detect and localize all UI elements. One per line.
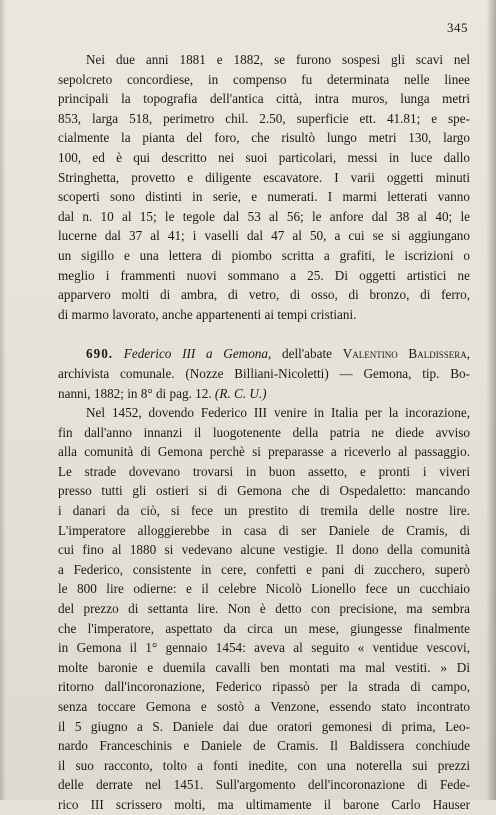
text-line: a Federico, consistente in cere, confetti e pani di zucchero, superò (58, 561, 470, 577)
page-text (58, 50, 470, 815)
text-line: alla comunità di Gemona perchè si preparasse a riceverlo al passaggio. (58, 444, 470, 460)
text-line: ritorno dall'incoronazione, Federico ripassò per la strada di campo, (58, 679, 470, 695)
text-line: 100, ed è qui descritto nei suoi particolari, messi in luce dallo (58, 149, 470, 165)
text-line: sepolcreto concordiese, in compenso fu determinata nelle linee (58, 71, 470, 87)
text-line: senza toccare Gemona e sostò a Venzone, essendo stato incontrato (58, 699, 470, 714)
text-line: scoperti sono distinti in serie, e numerati. I marmi letterati vanno (58, 189, 470, 205)
text-line: L'imperatore alloggierebbe in casa di ser Daniele de Cramis, di (58, 522, 470, 538)
text-line: archivista comunale. (Nozze Billiani-Nicoletti) — Gemona, tip. Bo- (58, 365, 470, 381)
entry-imprint (58, 384, 470, 404)
text-line: fin dall'anno innanzi il luogotenente della patria ne diede avviso (58, 424, 470, 440)
page-number: 345 (447, 20, 468, 35)
entry-author-prefix: dell'abate (282, 346, 332, 362)
entry-heading (58, 344, 470, 364)
paragraph-federico (58, 403, 470, 814)
text-line: il 5 giugno a S. Daniele dai due oratori gemonesi di prima, Leo- (58, 718, 470, 734)
text-line: del prezzo di settanta lire. Non è detto con precisione, ma sembra (58, 601, 470, 617)
text-line: i danari da ciò, si fece un prestito di tremila delle nostre lire. (58, 503, 470, 519)
text-line: principali la topografia dell'antica città, intra muros, lunga metri (58, 91, 470, 107)
text-line: molte baronie e duemila cavalli ben montati ma mal vestiti. » Di (58, 659, 470, 675)
text-line: nardo Franceschinis e Daniele de Cramis. Il Baldissera conchiude (58, 738, 470, 754)
text-line: presso tutti gli ostieri si di Gemona che di Ospedaletto: mancando (58, 483, 470, 499)
text-line: un sigillo e una lettera di piombo scritta a grafiti, le iscrizioni o (58, 247, 470, 263)
scan-edge-left (0, 0, 6, 800)
entry-imprint-text: nanni, 1882; in 8° di pag. 12. (58, 385, 212, 401)
text-line: in Gemona il 1° gennaio 1454: aveva al seguito « ventidue vescovi, (58, 640, 470, 656)
entry-author: Valentino Baldissera, (342, 346, 470, 362)
text-line: di marmo lavorato, anche appartenenti ai tempi cristiani. (58, 306, 357, 322)
entry-number: 690. (86, 346, 114, 362)
text-line: il suo racconto, tolto a fonti inedite, con una noterella sui prezzi (58, 757, 470, 773)
text-line: Nei due anni 1881 e 1882, se furono sospesi gli scavi nel (86, 52, 470, 67)
text-line: meglio i frammenti nuovi sommano a 25. Di oggetti artistici ne (58, 267, 470, 283)
text-line: dal n. 10 al 15; le tegole dal 53 al 56; le anfore dal 38 al 40; le (58, 208, 470, 224)
text-line: cui fino al 1880 si vedevano alcune vestigie. Il dono della comunità (58, 542, 470, 558)
text-line: cialmente la pianta del foro, che risultò lungo metri 130, largo (58, 130, 470, 146)
paragraph-excavations (58, 50, 470, 324)
text-line: lucerne dal 37 al 41; i vaselli dal 47 al 50, a cui se si aggiungano (58, 228, 470, 244)
text-line: Le strade dovevano trovarsi in buon assetto, e pronti i viveri (58, 463, 470, 479)
text-line: delle derrate nel 1451. Sull'argomento dell'incoronazione di Fede- (58, 777, 470, 793)
bibliography-entry (58, 344, 470, 403)
text-line: rico III scrissero molti, ma ultimamente il barone Carlo Hauser (58, 796, 470, 812)
scan-edge-right (486, 0, 496, 800)
text-line: 853, larga 518, perimetro chil. 2.50, superficie ett. 41.81; e spe- (58, 110, 470, 126)
text-line: che l'imperatore, aspettato da circa un mese, giungesse finalmente (58, 620, 470, 636)
text-line: le 800 lire odierne: e il celebre Nicolò Lionello fece un cucchiaio (58, 581, 470, 597)
entry-title: Federico III a Gemona, (123, 346, 272, 362)
text-line: Nel 1452, dovendo Federico III venire in Italia per la incorazione, (86, 405, 470, 421)
text-line: apparvero molti di ambra, di vetro, di osso, di bronzo, di ferro, (58, 287, 470, 303)
text-line: Stringhetta, provetto e diligente escavatore. I varii oggetti minuti (58, 169, 470, 185)
entry-reference: (R. C. U.) (214, 385, 267, 401)
